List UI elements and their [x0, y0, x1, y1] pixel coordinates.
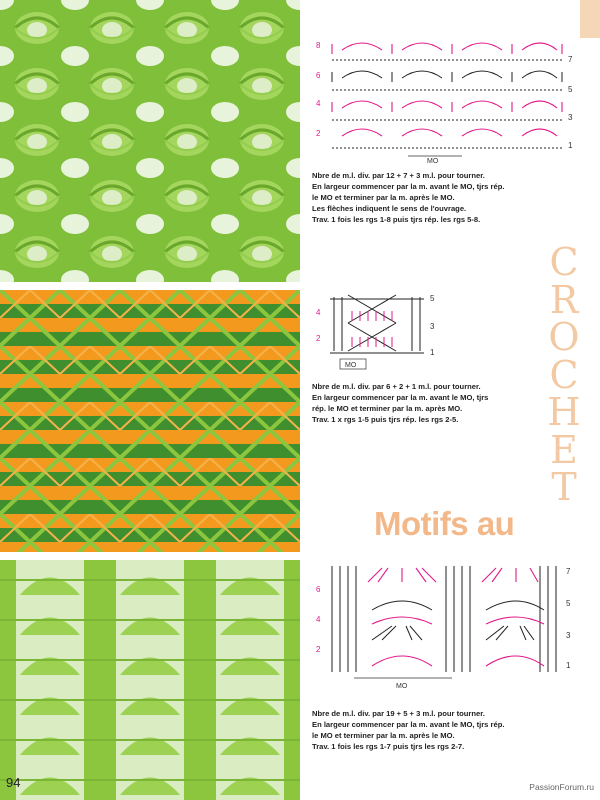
instruction-line: Nbre de m.l. div. par 19 + 5 + 3 m.l. pour tourner.: [312, 709, 485, 718]
row-number: 5: [568, 85, 573, 94]
row-number: 7: [568, 55, 573, 64]
instructions-2: [312, 381, 562, 425]
row-number: 3: [430, 322, 435, 331]
vertical-title-letter: E: [550, 427, 578, 472]
vertical-title-letter: O: [548, 315, 580, 359]
stitch-diagram-1: [312, 36, 578, 164]
row-number: 1: [568, 141, 573, 150]
instruction-line: le MO et terminer par la m. après le MO.: [312, 193, 455, 202]
row-number: 4: [316, 615, 321, 624]
row-number: 8: [316, 41, 321, 50]
row-number: 4: [316, 308, 321, 317]
row-number: 1: [430, 348, 435, 357]
row-number: 2: [316, 645, 321, 654]
swatch-photo-1: [0, 0, 300, 282]
swatch-photo-3: [0, 560, 300, 800]
instructions-1: [312, 170, 562, 225]
corner-tab: [580, 0, 600, 38]
row-number: 6: [316, 585, 321, 594]
instruction-line: En largeur commencer par la m. avant le MO, tjrs rép.: [312, 182, 505, 191]
instruction-line: Nbre de m.l. div. par 6 + 2 + 1 m.l. pour tourner.: [312, 382, 481, 391]
instruction-line: Les flèches indiquent le sens de l'ouvrage.: [312, 204, 467, 213]
stitch-diagram-2: [312, 293, 460, 373]
instruction-line: Trav. 1 fois les rgs 1-7 puis tjrs les rgs 2-7.: [312, 742, 465, 751]
repeat-label: MO: [396, 683, 408, 690]
instruction-line: le MO et terminer par la m. après le MO.: [312, 731, 455, 740]
row-number: 4: [316, 99, 321, 108]
vertical-title-letter: C: [549, 352, 579, 397]
repeat-label: MO: [345, 362, 357, 369]
row-number: 3: [566, 631, 571, 640]
instructions-3: [312, 708, 562, 752]
row-number: 2: [316, 334, 321, 343]
row-number: 2: [316, 129, 321, 138]
section-title: Motifs au: [374, 505, 515, 542]
vertical-title: [547, 240, 581, 509]
vertical-title-letter: H: [547, 390, 581, 434]
instruction-line: Trav. 1 x rgs 1-5 puis tjrs rép. les rgs 2-5.: [312, 415, 459, 424]
vertical-title-letter: C: [549, 240, 579, 284]
stitch-diagram-3: [312, 560, 578, 700]
instruction-line: rép. le MO et terminer par la m. après MO.: [312, 404, 463, 413]
row-number: 7: [566, 567, 571, 576]
row-number: 3: [568, 113, 573, 122]
instruction-line: Trav. 1 fois les rgs 1-8 puis tjrs rép. les rgs 5-8.: [312, 215, 481, 224]
row-number: 1: [566, 661, 571, 670]
page-number: 94: [6, 775, 21, 790]
watermark: PassionForum.ru: [529, 782, 594, 792]
repeat-label: MO: [427, 158, 439, 164]
swatch-photo-2: [0, 290, 300, 552]
instruction-line: En largeur commencer par la m. avant le MO, tjrs rép.: [312, 720, 505, 729]
row-number: 6: [316, 71, 321, 80]
vertical-title-letter: R: [549, 277, 579, 322]
instruction-line: Nbre de m.l. div. par 12 + 7 + 3 m.l. pour tourner.: [312, 171, 485, 180]
vertical-title-letter: T: [551, 465, 577, 509]
row-number: 5: [566, 599, 571, 608]
row-number: 5: [430, 294, 435, 303]
instruction-line: En largeur commencer par la m. avant le MO, tjrs: [312, 393, 489, 402]
